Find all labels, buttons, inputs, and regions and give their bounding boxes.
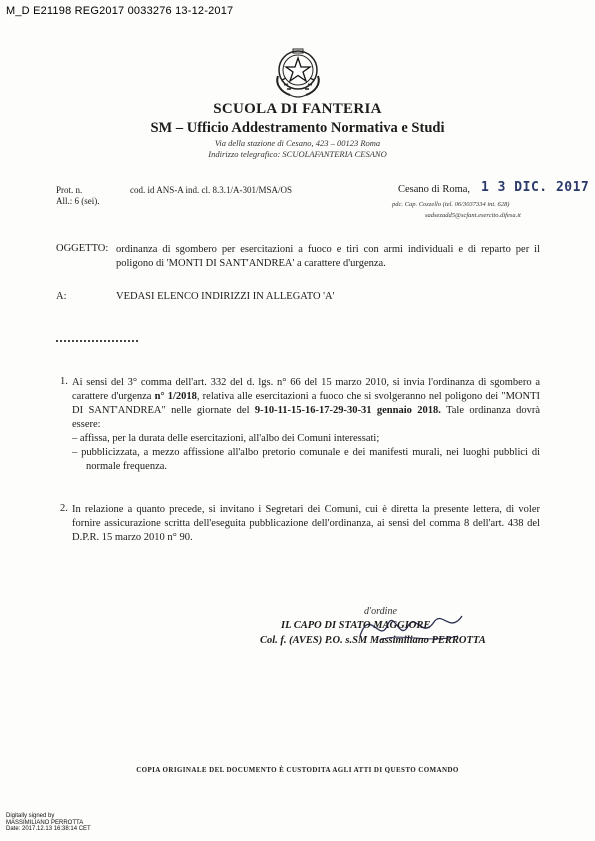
original-copy-notice: COPIA ORIGINALE DEL DOCUMENTO È CUSTODITA AGLI ATTI DI QUESTO COMANDO	[136, 766, 459, 774]
paragraph-1-number: 1.	[60, 376, 68, 387]
paragraph-1	[72, 376, 540, 474]
place-label: Cesano di Roma,	[398, 184, 471, 195]
digital-signature-line: Date: 2017.12.13 16:38:14 CET	[6, 826, 91, 832]
list-item: – pubblicizzata, a mezzo affissione all'albo pretorio comunale e dei manifesti murali, nei luoghi pubblici di normale frequenza.	[72, 447, 540, 472]
paragraph-1-middle: , relativa alle esercitazioni a fuoco che si svolgeranno nel poligono dei "MONTI DI SANT'ANDREA" nelle giornate del	[72, 391, 540, 416]
signer-role: IL CAPO DI STATO MAGGIORE	[281, 620, 431, 631]
paragraph-1-intro: Ai sensi del 3° comma dell'art. 332 del d. lgs. n° 66 del 15 marzo 2010, si invia l'ordinanza di sgombero a carattere d'urgenza	[72, 377, 540, 402]
date-stamp: 1 3 DIC. 2017	[481, 180, 590, 195]
separator-line	[56, 337, 138, 342]
protocol-stamp: M_D E21198 REG2017 0033276 13-12-2017	[6, 5, 234, 17]
protocol-number-label: Prot. n.	[56, 185, 83, 195]
subject-label: OGGETTO:	[56, 243, 109, 254]
school-title: SCUOLA DI FANTERIA	[213, 101, 382, 117]
digital-signature-line: MASSIMILIANO PERROTTA	[6, 819, 84, 826]
contact-email: sadsezadd5@scfant.esercito.difesa.it	[425, 212, 521, 219]
paragraph-2: In relazione a quanto precede, si invitano i Segretari dei Comuni, cui è diretta la presente lettera, di voler fornire assicurazione scritta dell'eseguita pubblicazione dell'ordinanza, ai sensi del comma 8 dell'art. 438 del D.P.R. 15 marzo 2010 n° 90.	[72, 504, 540, 543]
protocol-block	[56, 185, 100, 207]
digital-signature-block	[6, 813, 91, 833]
exercise-dates: 9-10-11-15-16-17-29-30-31 gennaio 2018.	[254, 405, 441, 416]
point-of-contact: pdc. Cap. Cozzello (tel. 06/3037334 int. 628)	[392, 201, 510, 208]
on-behalf-label: d'ordine	[364, 606, 397, 617]
postal-address: Via della stazione di Cesano, 423 – 00123 Roma	[214, 138, 381, 148]
attachments-count: All.: 6 (sei).	[56, 196, 100, 206]
classification-code: cod. id ANS-A ind. cl. 8.3.1/A-301/MSA/OS	[130, 185, 293, 195]
digital-signature-line: Digitally signed by	[6, 813, 55, 819]
recipient-label: A:	[56, 291, 67, 302]
paragraph-1-outro: Tale ordinanza dovrà essere:	[72, 405, 541, 430]
subject-text: ordinanza di sgombero per esercitazioni a fuoco e tiri con armi individuali e di reparto per il poligono di 'MONTI DI SANT'ANDREA' a carattere d'urgenza.	[116, 244, 540, 269]
recipient-text: VEDASI ELENCO INDIRIZZI IN ALLEGATO 'A'	[116, 291, 335, 302]
ordinanza-number: n° 1/2018	[154, 391, 197, 402]
paragraph-2-number: 2.	[60, 503, 68, 514]
office-subtitle: SM – Ufficio Addestramento Normativa e Studi	[150, 120, 445, 136]
signer-name: Col. f. (AVES) P.O. s.SM Massimiliano PERROTTA	[260, 635, 486, 646]
requirements-list	[72, 432, 540, 474]
list-item: – affissa, per la durata delle esercitazioni, all'albo dei Comuni interessati;	[72, 433, 380, 444]
telegraphic-address: Indirizzo telegrafico: SCUOLAFANTERIA CESANO	[208, 149, 387, 159]
italian-republic-emblem-icon	[272, 46, 324, 100]
